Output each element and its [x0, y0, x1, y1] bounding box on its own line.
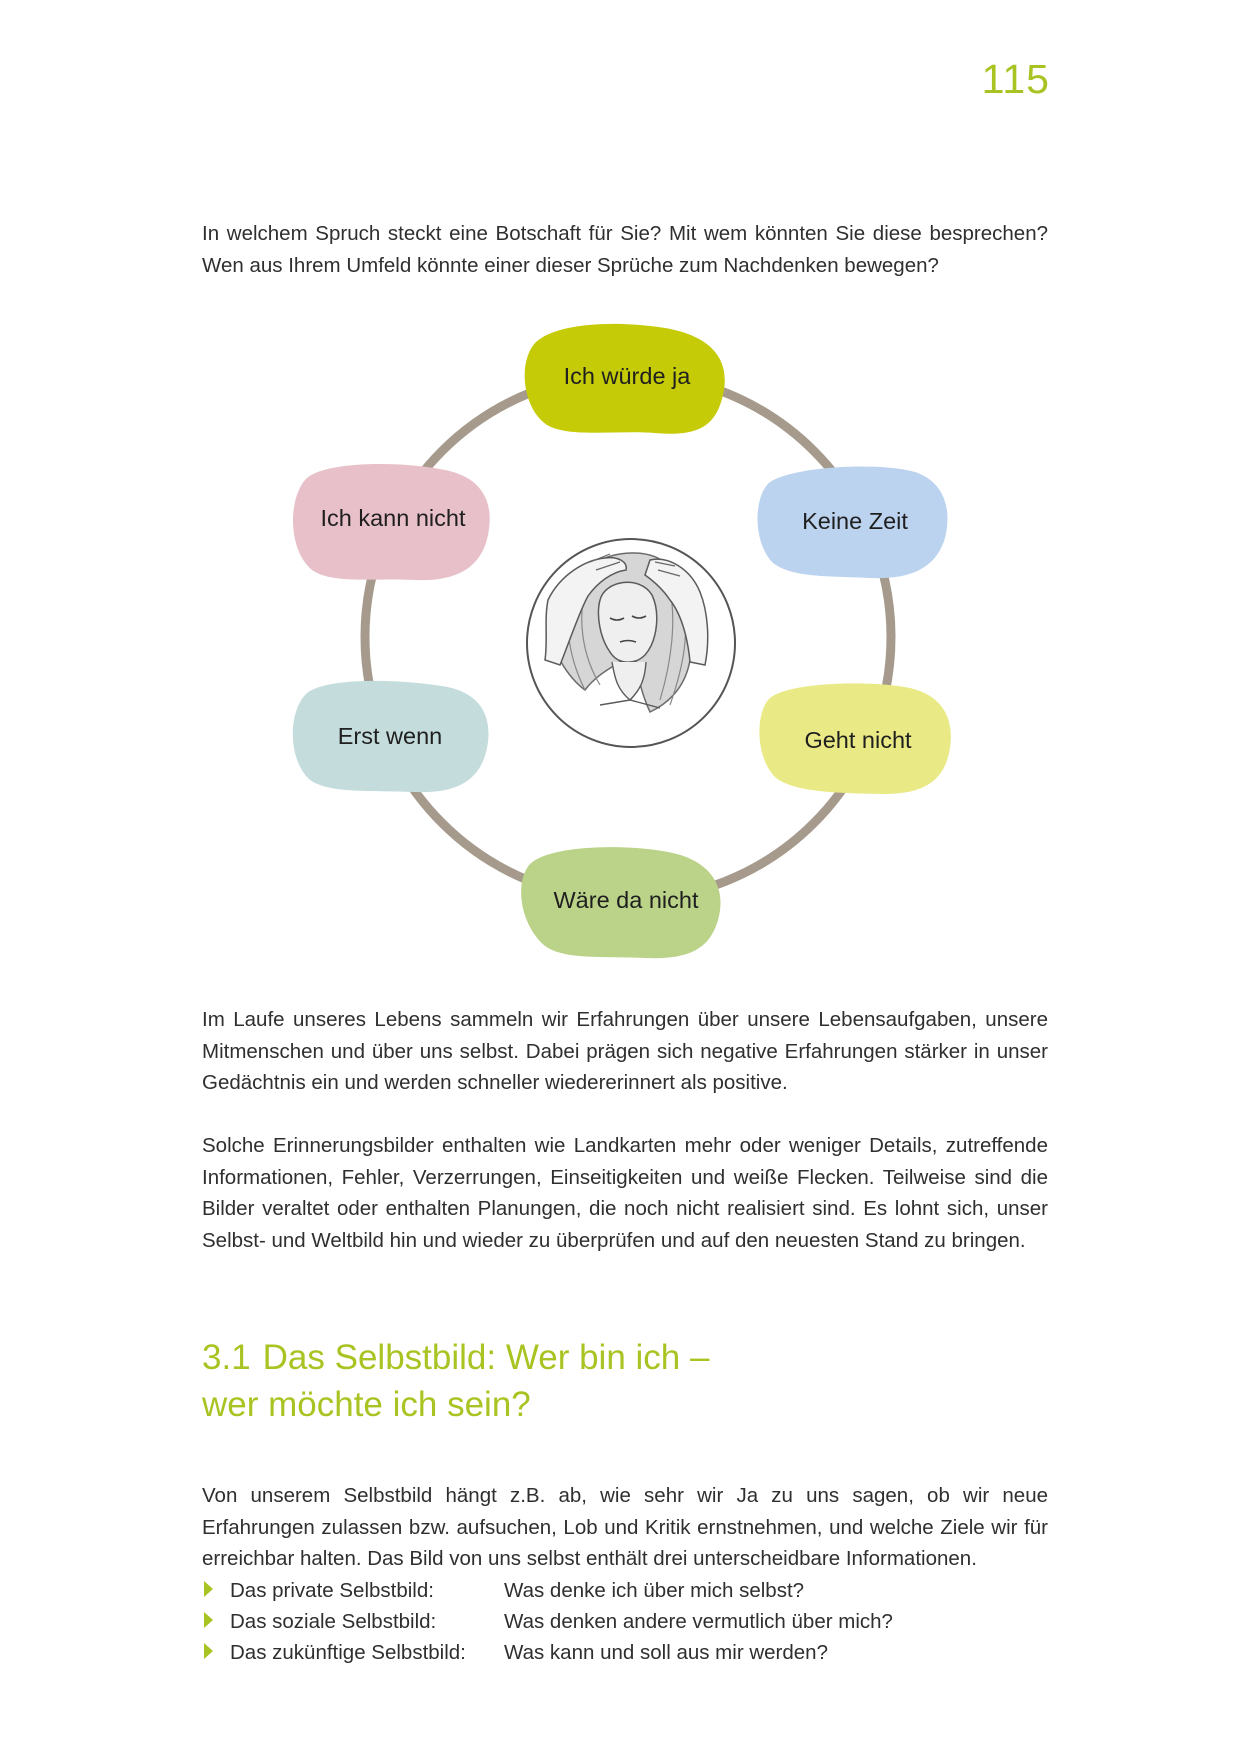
woman-holding-head-illustration: [527, 539, 735, 747]
phrase-bubble-ich-kann-nicht: [293, 464, 490, 580]
phrase-bubble-erst-wenn: [293, 681, 489, 792]
phrase-bubble-ich-wuerde-ja: [525, 324, 725, 434]
list-item-label: Das soziale Selbstbild:: [230, 1610, 437, 1633]
phrase-label: Wäre da nicht: [553, 887, 699, 913]
bullet-arrow-icon: [204, 1612, 213, 1628]
phrase-bubble-geht-nicht: [759, 683, 950, 794]
body-paragraph-2: Solche Erinnerungsbilder enthalten wie Landkarten mehr oder weniger Details, zutreffende Informationen, Fehler, Verzerrungen, Einseitigkeiten und weiße Flecken. Teilweise sind die Bilder veraltet oder enthalten Planungen, die noch nicht realisiert sind. Es lohnt sich, unser Selbst- und Weltbild hin und wieder zu überprüfen und auf den neuesten Stand zu bringen.: [202, 1134, 1048, 1252]
section-title-line-1: Das Selbstbild: Wer bin ich –: [262, 1338, 710, 1377]
section-number: 3.1: [202, 1338, 251, 1377]
phrase-label: Keine Zeit: [802, 508, 908, 534]
phrase-label: Erst wenn: [337, 723, 443, 749]
section-heading-line-1: [202, 1334, 709, 1381]
section-heading: [202, 1334, 709, 1428]
list-item-question: Was denken andere vermutlich über mich?: [504, 1610, 893, 1633]
bullet-arrow-icon: [204, 1643, 213, 1659]
page-number: 115: [981, 56, 1050, 102]
bullet-arrow-icon: [204, 1581, 213, 1597]
list-item-question: Was kann und soll aus mir werden?: [504, 1641, 828, 1664]
section-title-line-2: wer möchte ich sein?: [202, 1385, 531, 1424]
phrase-bubble-keine-zeit: [758, 467, 948, 579]
phrase-bubble-waere-da-nicht: [521, 847, 720, 958]
list-item-question: Was denke ich über mich selbst?: [504, 1579, 805, 1602]
list-item-label: Das zukünftige Selbstbild:: [230, 1641, 466, 1664]
intro-paragraph: In welchem Spruch steckt eine Botschaft für Sie? Mit wem könnten Sie diese besprechen? Wen aus Ihrem Umfeld könnte einer dieser Sprüche zum Nachdenken bewegen?: [202, 222, 1048, 277]
section-paragraph: Von unserem Selbstbild hängt z.B. ab, wie sehr wir Ja zu uns sagen, ob wir neue Erfahrungen zulassen bzw. aufsuchen, Lob und Kritik ernstnehmen, und welche Ziele wir für erreichbar halten. Das Bild von uns selbst enthält drei unterscheidbare Informationen.: [202, 1484, 1048, 1570]
phrase-label: Geht nicht: [804, 727, 912, 753]
list-item-label: Das private Selbstbild:: [230, 1579, 434, 1602]
phrase-label: Ich kann nicht: [320, 505, 466, 531]
phrase-label: Ich würde ja: [563, 363, 691, 389]
body-paragraph-1: Im Laufe unseres Lebens sammeln wir Erfahrungen über unsere Lebensaufgaben, unsere Mitmenschen und über uns selbst. Dabei prägen sich negative Erfahrungen stärker in unser Gedächtnis ein und werden schneller wiedererinnert als positive.: [202, 1008, 1048, 1094]
